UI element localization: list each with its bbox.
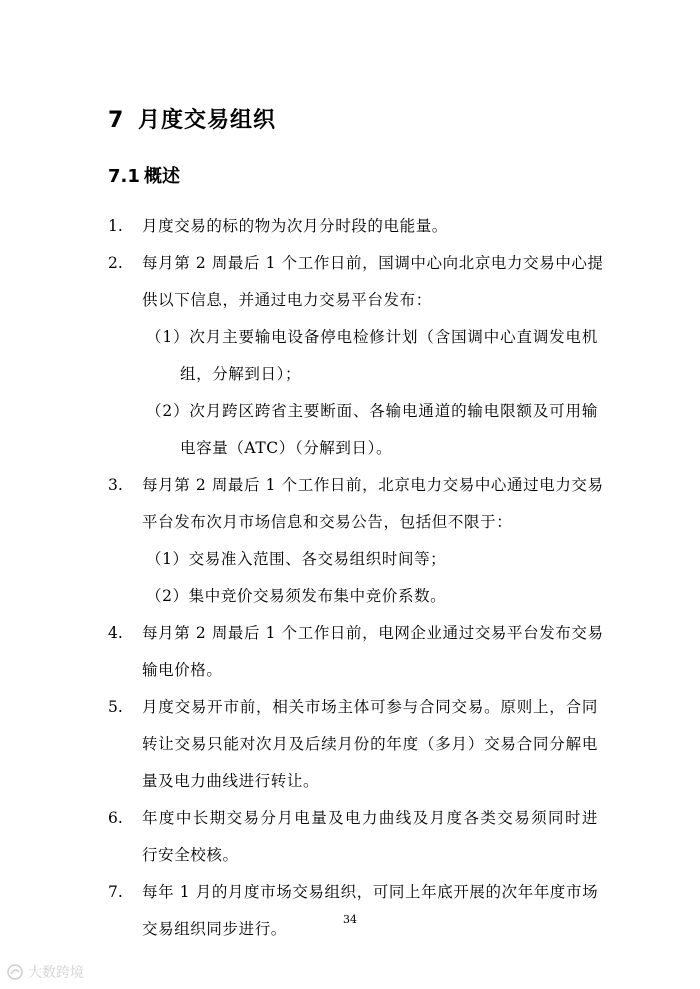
item-text: 转让交易只能对次月及后续月份的年度（多月）交易合同分解电	[142, 735, 598, 753]
item-text: 月度交易开市前，相关市场主体可参与合同交易。原则上，合同	[142, 698, 598, 716]
sub-item-text: 组，分解到日）；	[180, 365, 302, 383]
item-number: 2.	[108, 254, 123, 272]
item-text: 每月第 2 周最后 1 个工作日前，电网企业通过交易平台发布交易	[142, 624, 604, 642]
item-number: 5.	[108, 698, 123, 716]
sub-item-text: （2）集中竞价交易须发布集中竞价系数。	[146, 587, 447, 605]
item-text: 月度交易的标的物为次月分时段的电能量。	[142, 217, 448, 235]
item-text: 每年 1 月的月度市场交易组织，可同上年底开展的次年年度市场	[142, 883, 599, 901]
watermark-text: 大数跨境	[28, 965, 84, 981]
section-number: 7.1	[108, 166, 140, 187]
item-text: 交易组织同步进行。	[142, 920, 287, 938]
item-number: 1.	[108, 217, 123, 235]
section-title: 概述	[144, 166, 180, 187]
item-number: 6.	[108, 809, 123, 827]
item-number: 3.	[108, 476, 123, 494]
item-text: 平台发布次月市场信息和交易公告，包括但不限于：	[142, 513, 513, 531]
item-text: 每月第 2 周最后 1 个工作日前，北京电力交易中心通过电力交易	[142, 476, 604, 494]
item-text: 行安全校核。	[142, 846, 239, 864]
list-item	[108, 874, 598, 948]
watermark	[6, 962, 84, 982]
watermark-logo-icon	[6, 963, 24, 981]
list-item	[108, 800, 598, 874]
item-text: 年度中长期交易分月电量及电力曲线及月度各类交易须同时进	[142, 809, 598, 827]
list-item	[108, 208, 598, 245]
list-item	[108, 689, 598, 800]
item-list	[108, 208, 604, 948]
chapter-number: 7	[108, 108, 125, 133]
list-item	[108, 245, 604, 467]
item-text: 每月第 2 周最后 1 个工作日前，国调中心向北京电力交易中心提	[142, 254, 604, 272]
sub-item-text: （2）次月跨区跨省主要断面、各输电通道的输电限额及可用输	[146, 402, 598, 420]
item-number: 4.	[108, 624, 123, 642]
list-item	[108, 467, 604, 615]
section-heading	[108, 162, 180, 188]
chapter-title: 月度交易组织	[138, 108, 277, 133]
item-number: 7.	[108, 883, 123, 901]
chapter-heading	[108, 103, 276, 134]
sub-item-text: 电容量（ATC）（分解到日）。	[180, 439, 393, 457]
page-number: 34	[343, 913, 357, 926]
item-text: 量及电力曲线进行转让。	[142, 772, 320, 790]
sub-item-text: （1）交易准入范围、各交易组织时间等；	[146, 550, 447, 568]
item-text: 供以下信息，并通过电力交易平台发布：	[142, 291, 432, 309]
list-item	[108, 615, 604, 689]
sub-item-text: （1）次月主要输电设备停电检修计划（含国调中心直调发电机	[146, 328, 598, 346]
item-text: 输电价格。	[142, 661, 223, 679]
